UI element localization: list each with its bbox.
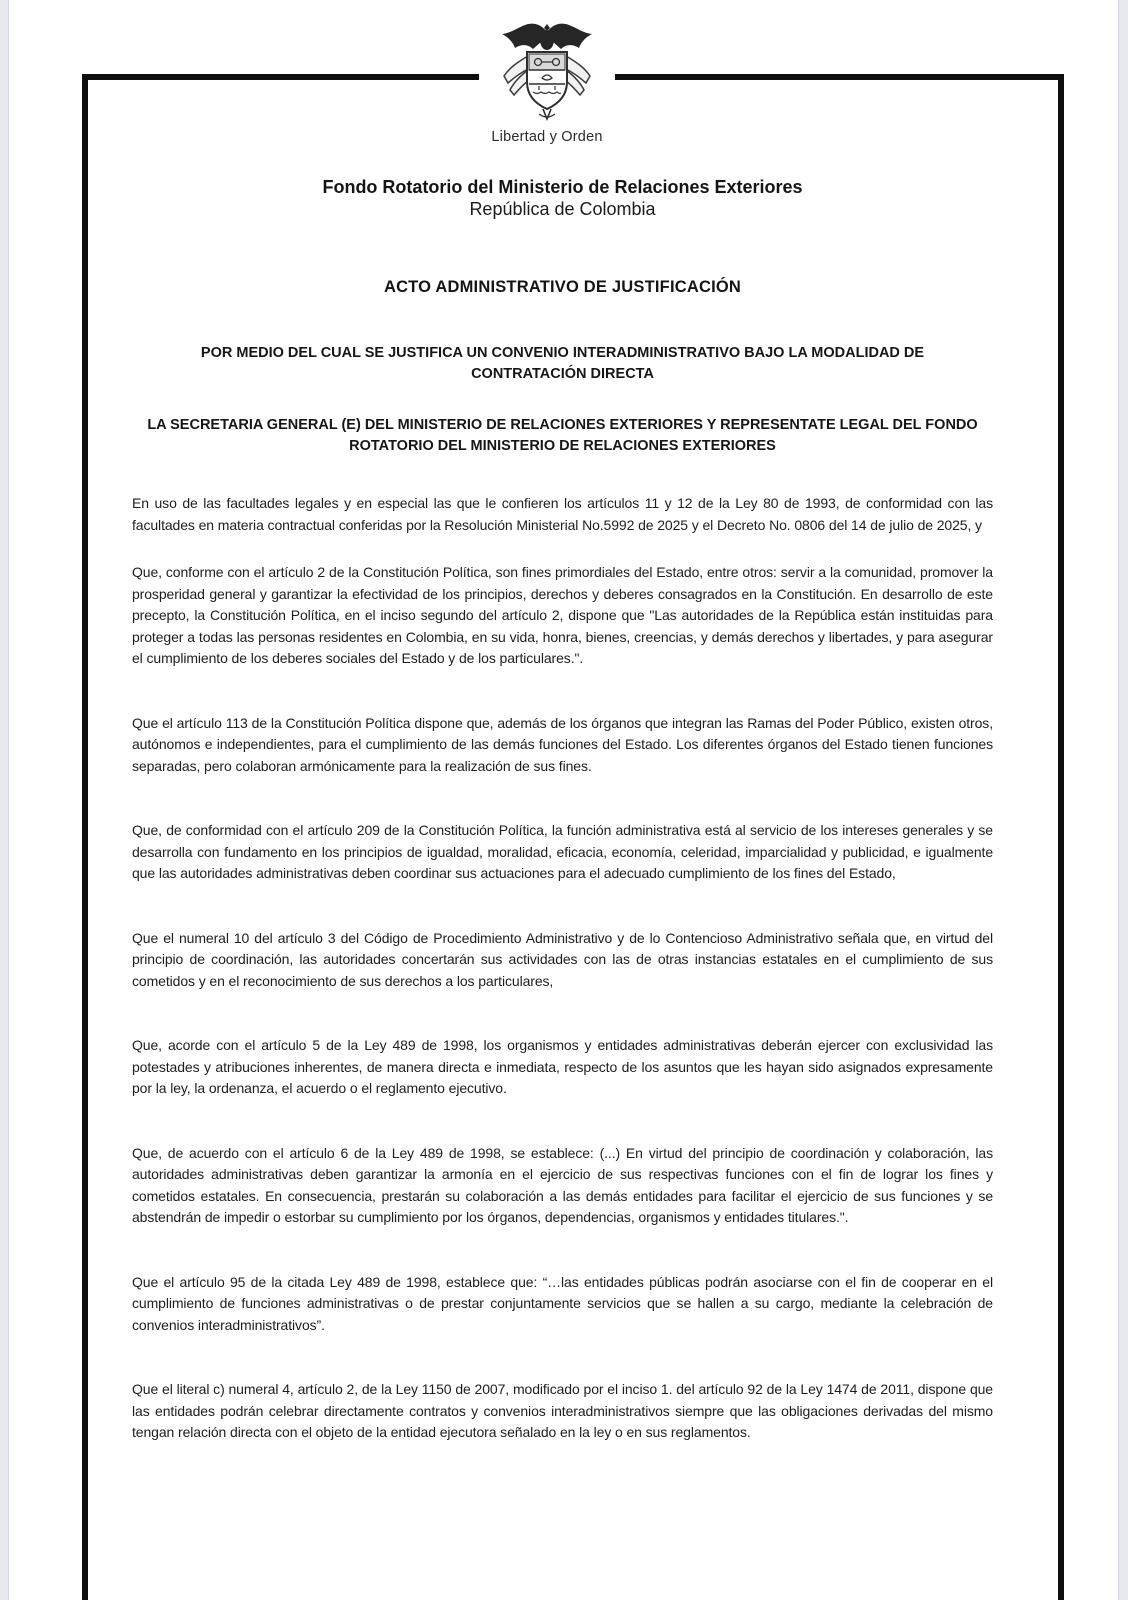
body-paragraph-2: Que, conforme con el artículo 2 de la Constitución Política, son fines primordiales del Estado, entre otros: servir a la comunidad, promover la prosperidad general y garantizar la efectividad de los principios, derechos y deberes consagrados en la Constitución. En desarrollo de este precepto, la Constitución Política, en el inciso segundo del artículo 2, dispone que "Las autoridades de la República están instituidas para proteger a todas las personas residentes en Colombia, en su vida, honra, bienes, creencias, y demás derechos y libertades, y para asegurar el cumplimiento de los deberes sociales del Estado y de los particulares.". <box>132 564 993 666</box>
body-paragraph-4: Que, de conformidad con el artículo 209 de la Constitución Política, la función administrativa está al servicio de los intereses generales y se desarrolla con fundamento en los principios de igualdad, moralidad, eficacia, economía, celeridad, imparcialidad y publicidad, e igualmente que las autoridades administrativas deben coordinar sus actuaciones para el adecuado cumplimiento de los fines del Estado, <box>132 822 993 881</box>
crest-motto: Libertad y Orden <box>491 129 603 145</box>
page-edge-left <box>0 0 9 1600</box>
document-title: ACTO ADMINISTRATIVO DE JUSTIFICACIÓN <box>383 278 742 296</box>
issuer-heading: LA SECRETARIA GENERAL (E) DEL MINISTERIO DE RELACIONES EXTERIORES Y REPRESENTATE LEGAL DEL FONDO ROTATORIO DEL MINISTERIO DE RELACIONES EXTERIORES <box>147 417 978 454</box>
body-paragraph-7: Que, de acuerdo con el artículo 6 de la Ley 489 de 1998, se establece: (...) En virtud del principio de coordinación y colaboración, las autoridades administrativas deben garantizar la armonía en el ejercicio de sus respectivas funciones con el fin de lograr los fines y cometidos estatales. En consecuencia, prestarán su colaboración a las demás entidades para facilitar el ejercicio de sus funciones y se abstendrán de impedir o estorbar su cumplimiento por los órganos, dependencias, organismos y entidades titulares.". <box>132 1144 993 1225</box>
page-edge-right <box>1118 0 1128 1600</box>
frame-border-left <box>82 74 88 1600</box>
organization-name: Fondo Rotatorio del Ministerio de Relaciones Exteriores <box>322 177 803 197</box>
body-paragraph-1: En uso de las facultades legales y en especial las que le confieren los artículos 11 y 12 de la Ley 80 de 1993, de conformidad con las facultades en materia contractual conferidas por la Resolución Ministerial No.5992 de 2025 y el Decreto No. 0806 del 14 de julio de 2025, y <box>132 495 993 533</box>
body-paragraph-3: Que el artículo 113 de la Constitución Política dispone que, además de los órganos que integran las Ramas del Poder Público, existen otros, autónomos e independientes, para el cumplimiento de las demás funciones del Estado. Los diferentes órganos del Estado tienen funciones separadas, pero colaboran armónicamente para la realización de sus fines. <box>132 714 993 774</box>
body-paragraph-8: Que el artículo 95 de la citada Ley 489 de 1998, establece que: “…las entidades públicas podrán asociarse con el fin de cooperar en el cumplimiento de funciones administrativas o de prestar conjuntamente servicios que se hallen a su cargo, mediante la celebración de convenios interadministrativos”. <box>132 1273 993 1333</box>
body-paragraph-9: Que el literal c) numeral 4, artículo 2, de la Ley 1150 de 2007, modificado por el inciso 1. del artículo 92 de la Ley 1474 de 2011, dispone que las entidades podrán celebrar directamente contratos y convenios interadministrativos siempre que las obligaciones derivadas del mismo tengan relación directa con el objeto de la entidad ejecutora señalado en la ley o en sus reglamentos. <box>132 1381 993 1440</box>
body-paragraph-6: Que, acorde con el artículo 5 de la Ley 489 de 1998, los organismos y entidades administrativas deberán ejercer con exclusividad las potestades y atribuciones inherentes, de manera directa e inmediata, respecto de los asuntos que les hayan sido asignados expresamente por la ley, la ordenanza, el acuerdo o el reglamento ejecutivo. <box>132 1037 993 1096</box>
subject-heading: POR MEDIO DEL CUAL SE JUSTIFICA UN CONVENIO INTERADMINISTRATIVO BAJO LA MODALIDAD DE CONTRATACIÓN DIRECTA <box>200 345 925 382</box>
body-paragraphs <box>132 493 993 1444</box>
republic-name: República de Colombia <box>469 199 656 219</box>
frame-border-right <box>1058 74 1064 1600</box>
document-content <box>132 0 993 1487</box>
body-paragraph-5: Que el numeral 10 del artículo 3 del Código de Procedimiento Administrativo y de lo Contencioso Administrativo señala que, en virtud del principio de coordinación, las autoridades concertarán sus actividades con las de otras instancias estatales en el cumplimiento de sus cometidos y en el reconocimiento de sus derechos a los particulares, <box>132 929 993 989</box>
